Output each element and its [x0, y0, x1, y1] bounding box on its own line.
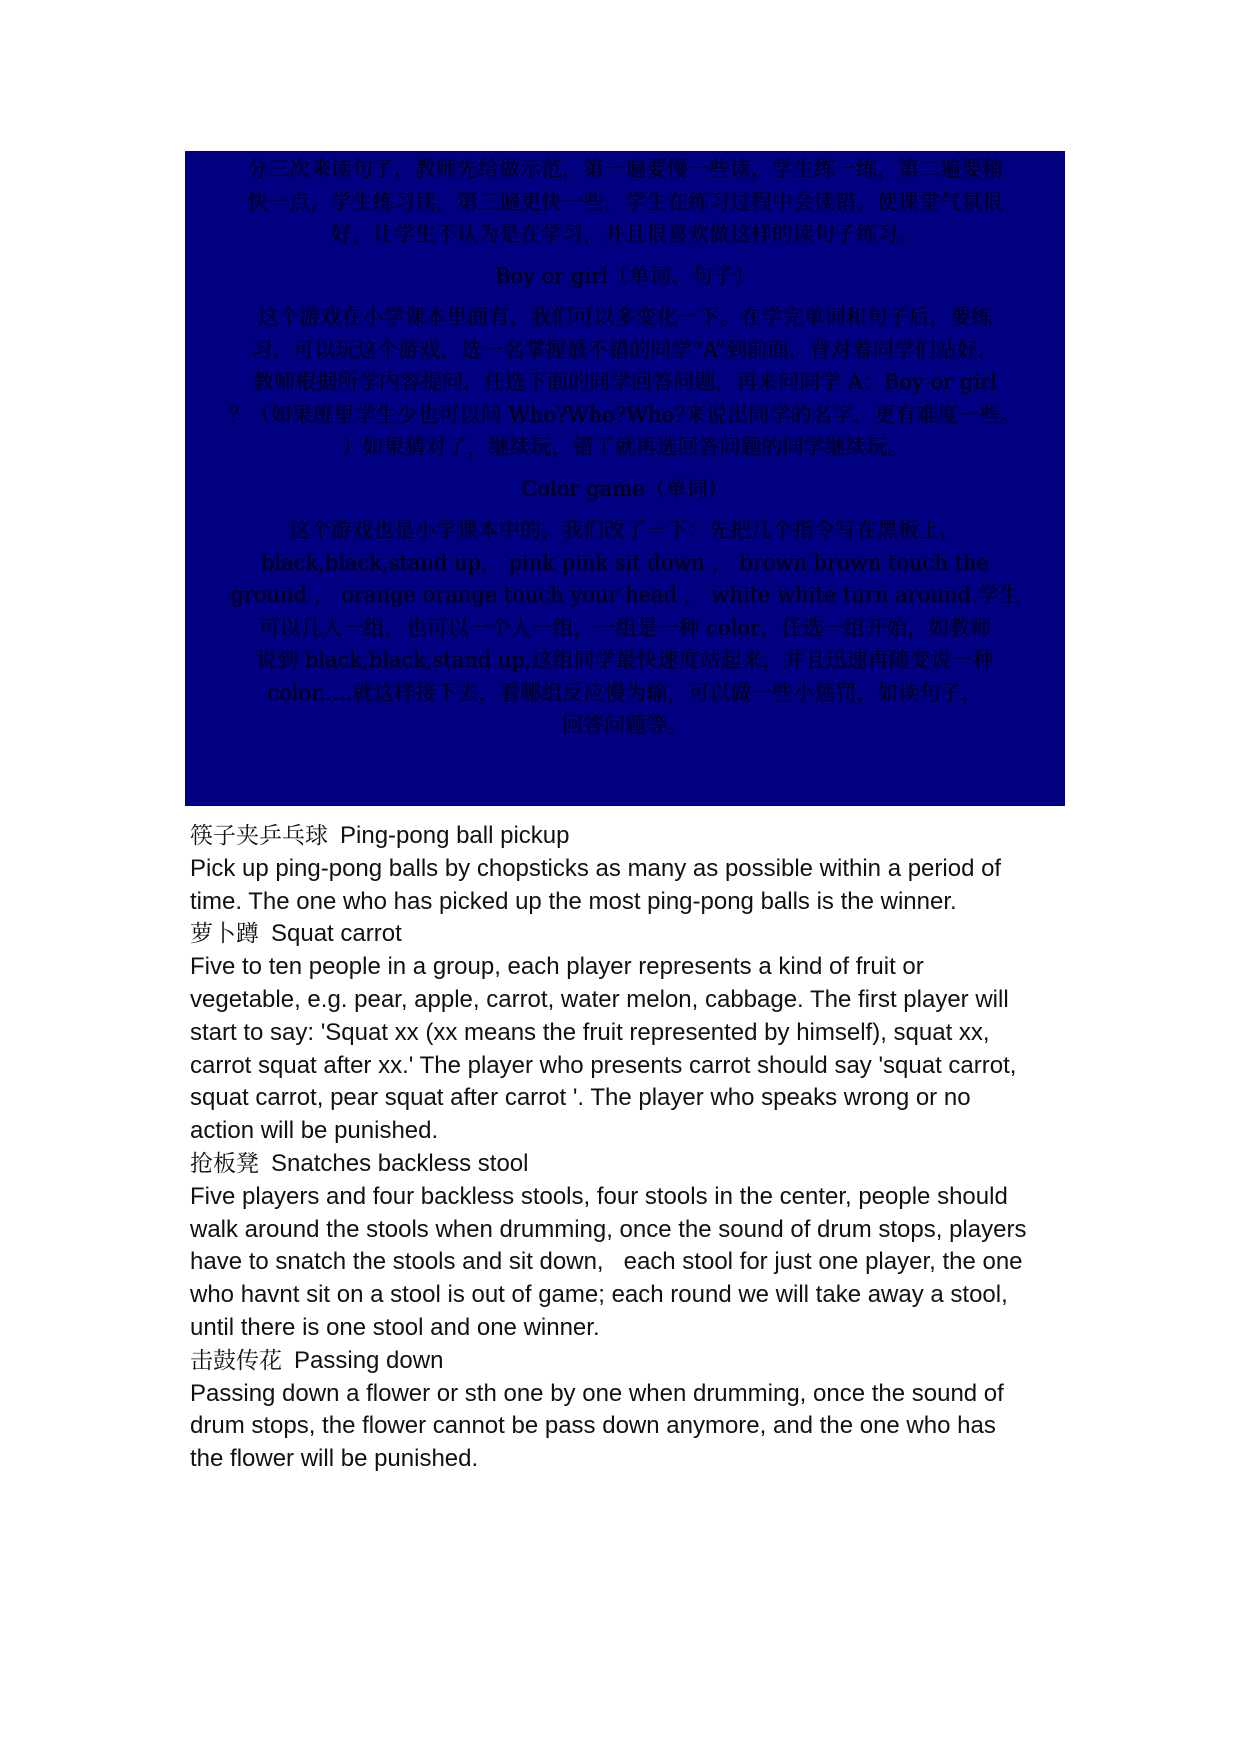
- text-line: ）如果猜对了，继续玩，错了就再选回答问题的同学继续玩。: [341, 435, 909, 459]
- text-line: 可以几人一组，也可以一个人一组，一组是一种 color，任选一组开始，如教师: [258, 615, 992, 640]
- game-description-line: walk around the stools when drumming, once the sound of drum stops, players: [190, 1215, 1027, 1243]
- game-cn-title: 抢板凳: [190, 1150, 259, 1177]
- text-line: 分三次来读句子，教师先给做示范，第一遍要慢一些读，学生练一练，第二遍要稍: [247, 157, 1003, 181]
- text-line: 说到 black,black,stand up,这组同学最快速度站起来，并且迅速再随变说一种: [256, 648, 994, 672]
- game-description-line: the flower will be punished.: [190, 1445, 479, 1473]
- game-description-line: until there is one stool and one winner.: [190, 1313, 600, 1341]
- text-line: 好，让学生不认为是在学习，并且很喜欢做这样的读句子练习。: [331, 222, 919, 246]
- game-heading: [190, 820, 1070, 853]
- game-description-line: carrot squat after xx.' The player who presents carrot should say 'squat carrot,: [190, 1051, 1017, 1079]
- game-heading: [190, 1148, 1070, 1181]
- game-description-line: squat carrot, pear squat after carrot '. The player who speaks wrong or no: [190, 1084, 971, 1112]
- game-heading: [190, 918, 1070, 951]
- game-cn-title: 击鼓传花: [190, 1347, 282, 1374]
- game-item-squat-carrot: [190, 918, 1070, 1148]
- game-description-line: Pick up ping-pong balls by chopsticks as many as possible within a period of: [190, 854, 1002, 882]
- text-line: ？（如果班里学生少也可以问 Who?Who?Who?来说出同学的名字，更有难度一些。: [228, 402, 1022, 427]
- text-line: 回答问题等。: [562, 713, 688, 737]
- game-heading: [190, 1345, 1070, 1378]
- game-description-line: time. The one who has picked up the most ping-pong balls is the winner.: [190, 887, 957, 915]
- game-item-passing-down: [190, 1345, 1070, 1476]
- text-line: ground ， orange orange touch your head ， white white turn around.学生: [230, 583, 1020, 607]
- game-en-title: Snatches backless stool: [271, 1149, 529, 1177]
- game-description-line: drum stops, the flower cannot be pass down anymore, and the one who has: [190, 1412, 996, 1440]
- text-line: black,black,stand up， pink pink sit down ， brown brown touch the: [261, 550, 989, 575]
- text-line: 习，可以玩这个游戏，选一名掌握最不错的同学“A”到前面，背对着同学们站好，: [251, 337, 999, 362]
- game-cn-title: 筷子夹乒乓球: [190, 823, 328, 849]
- game-description-line: Five players and four backless stools, four stools in the center, people should: [190, 1182, 1008, 1210]
- text-line: 快一点，学生练习读，第三遍更快一些，学生在练习过程中会读错，使课堂气氛很: [247, 189, 1003, 214]
- game-description-line: Five to ten people in a group, each player represents a kind of fruit or: [190, 953, 924, 981]
- game-item-ping-pong: [190, 820, 1070, 918]
- game-description-line: Passing down a flower or sth one by one when drumming, once the sound of: [190, 1379, 1004, 1407]
- game-description-line: start to say: 'Squat xx (xx means the fruit represented by himself), squat xx,: [190, 1018, 990, 1046]
- game-description-line: who havnt sit on a stool is out of game; each round we will take away a stool,: [190, 1281, 1008, 1309]
- game-description-line: vegetable, e.g. pear, apple, carrot, water melon, cabbage. The first player will: [190, 985, 1009, 1013]
- games-list: [190, 820, 1070, 1476]
- game-en-title: Ping-pong ball pickup: [340, 822, 570, 849]
- game-description-line: action will be punished.: [190, 1117, 439, 1145]
- text-line: color.....就这样接下去，看哪组反应慢为输，可以做一些小惩罚，如读句子，: [267, 680, 983, 705]
- text-line: 这个游戏在小学课本里面有，我们可以多变化一下。在学完单词和句子后，要练: [257, 305, 993, 329]
- text-line: 教师根据所学内容提问，任选下面的同学回答问题，再来问同学 A：Boy or girl: [253, 370, 997, 394]
- reading-practice-paragraph: [191, 153, 1059, 251]
- boy-or-girl-paragraph: [191, 301, 1059, 464]
- color-game-paragraph: [191, 514, 1059, 742]
- game-en-title: Squat carrot: [271, 920, 402, 948]
- color-game-title: Color game（单词）: [521, 476, 729, 501]
- game-cn-title: 萝卜蹲: [190, 921, 259, 948]
- game-item-backless-stool: [190, 1148, 1070, 1345]
- blue-highlighted-section: [185, 151, 1065, 806]
- boy-or-girl-title: Boy or girl（单词、句子）: [495, 263, 755, 288]
- game-description-line: have to snatch the stools and sit down, each stool for just one player, the one: [190, 1248, 1023, 1276]
- game-en-title: Passing down: [294, 1346, 444, 1374]
- text-line: 这个游戏也是小学课本中的，我们改了一下：先把几个指令写在黑板上，: [289, 518, 961, 542]
